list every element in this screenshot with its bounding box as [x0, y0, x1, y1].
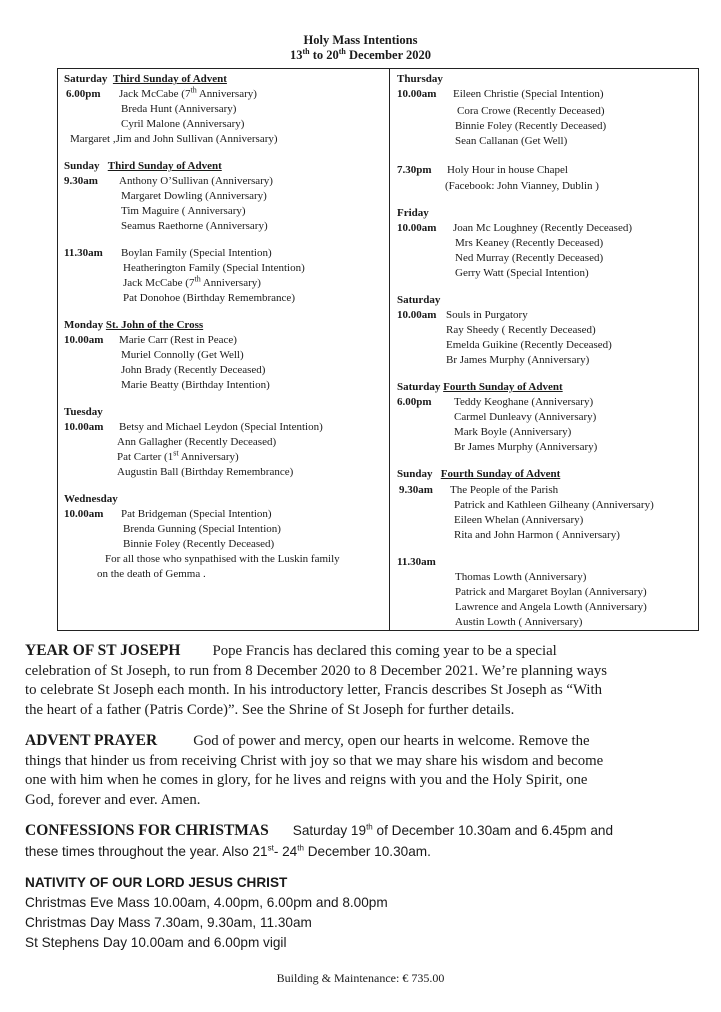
nativity-line: Christmas Eve Mass 10.00am, 4.00pm, 6.00pm and 8.00pm	[25, 895, 388, 910]
mass-time: 10.00am	[64, 334, 104, 346]
intention: Patrick and Margaret Boylan (Anniversary)	[455, 586, 647, 598]
intention: Augustin Ball (Birthday Remembrance)	[117, 466, 294, 478]
intention: Joan Mc Loughney (Recently Deceased)	[453, 222, 632, 234]
day-heading: Saturday Third Sunday of Advent	[64, 73, 227, 85]
intention: Sean Callanan (Get Well)	[455, 135, 568, 147]
mass-time: 10.00am	[64, 421, 104, 433]
intention: Heatherington Family (Special Intention)	[123, 262, 305, 274]
intention: Pat Donohoe (Birthday Remembrance)	[123, 292, 295, 304]
year-of-st-joseph-section	[25, 641, 697, 720]
day-heading: Friday	[397, 207, 429, 219]
mass-time: 11.30am	[397, 556, 436, 568]
st-joseph-line: YEAR OF ST JOSEPH Pope Francis has declared this coming year to be a special	[25, 642, 557, 659]
intention: Anthony O’Sullivan (Anniversary)	[119, 175, 273, 187]
advent-prayer-line: one with him when he comes in glory, for he lives and reigns with you and the Holy Spirit, one	[25, 772, 588, 788]
intention: Eileen Whelan (Anniversary)	[454, 514, 584, 526]
intention: Boylan Family (Special Intention)	[121, 247, 272, 259]
page-title: Holy Mass Intentions	[303, 33, 418, 47]
advent-prayer-line: things that hinder us from receiving Christ with joy so that we may share his wisdom and become	[25, 752, 604, 769]
intention: Austin Lowth ( Anniversary)	[455, 616, 583, 628]
intention: Gerry Watt (Special Intention)	[455, 267, 589, 279]
day-heading: Saturday	[397, 294, 441, 306]
intention: Binnie Foley (Recently Deceased)	[455, 120, 607, 132]
intention: For all those who synpathised with the Luskin family	[105, 553, 340, 565]
intention: Breda Hunt (Anniversary)	[121, 103, 237, 115]
confessions-line: CONFESSIONS FOR CHRISTMAS Saturday 19th of December 10.30am and 6.45pm and	[25, 822, 614, 839]
intention: Mrs Keaney (Recently Deceased)	[455, 237, 604, 249]
nativity-line: St Stephens Day 10.00am and 6.00pm vigil	[25, 935, 287, 950]
day-heading: Saturday Fourth Sunday of Advent	[397, 381, 563, 393]
event-time: 7.30pm	[397, 164, 432, 176]
intention: Eileen Christie (Special Intention)	[453, 88, 604, 100]
day-heading: Monday St. John of the Cross	[64, 319, 204, 331]
intention: Betsy and Michael Leydon (Special Intention)	[119, 421, 323, 433]
section-heading: YEAR OF ST JOSEPH	[25, 642, 181, 659]
mass-time: 10.00am	[397, 88, 437, 100]
section-heading: NATIVITY OF OUR LORD JESUS CHRIST	[25, 875, 288, 890]
st-joseph-line: to celebrate St Joseph each month. In his introductory letter, Francis describes St Joseph as “With	[25, 682, 602, 698]
advent-prayer-line: God, forever and ever. Amen.	[25, 791, 201, 808]
intention: Mark Boyle (Anniversary)	[454, 426, 572, 438]
intention: Rita and John Harmon ( Anniversary)	[454, 529, 620, 541]
intention: Carmel Dunleavy (Anniversary)	[454, 411, 597, 423]
day-heading: Sunday Third Sunday of Advent	[64, 160, 222, 172]
intention: Binnie Foley (Recently Deceased)	[123, 538, 275, 550]
mass-time: 10.00am	[397, 309, 437, 321]
event-text: (Facebook: John Vianney, Dublin )	[445, 180, 599, 192]
intention: Margaret Dowling (Anniversary)	[121, 190, 267, 202]
intention: Muriel Connolly (Get Well)	[121, 349, 244, 361]
mass-time: 10.00am	[64, 508, 104, 520]
confessions-line: these times throughout the year. Also 21st- 24th December 10.30am.	[25, 842, 431, 859]
intention: Marie Beatty (Birthday Intention)	[121, 379, 270, 391]
mass-time: 6.00pm	[66, 88, 101, 100]
intention: Seamus Raethorne (Anniversary)	[121, 220, 268, 232]
st-joseph-line: the heart of a father (Patris Corde)”. See the Shrine of St Joseph for further details.	[25, 701, 515, 718]
date-range: 13th to 20th December 2020	[289, 46, 432, 62]
day-heading: Sunday Fourth Sunday of Advent	[397, 468, 561, 480]
intention: Br James Murphy (Anniversary)	[454, 441, 598, 453]
intention: Thomas Lowth (Anniversary)	[455, 571, 587, 583]
mass-time: 9.30am	[64, 175, 98, 187]
intention: Pat Carter (1st Anniversary)	[117, 448, 239, 463]
section-heading: ADVENT PRAYER	[25, 732, 158, 749]
intention: Ned Murray (Recently Deceased)	[455, 252, 604, 264]
advent-prayer-line: ADVENT PRAYER God of power and mercy, open our hearts in welcome. Remove the	[25, 732, 590, 749]
building-maintenance-total: Building & Maintenance: € 735.00	[276, 971, 445, 985]
day-heading: Wednesday	[64, 493, 118, 505]
intention: The People of the Parish	[450, 484, 559, 496]
section-heading: CONFESSIONS FOR CHRISTMAS	[25, 822, 269, 839]
event-text: Holy Hour in house Chapel	[447, 164, 568, 176]
confessions-section	[25, 821, 697, 861]
intention: on the death of Gemma .	[97, 568, 206, 580]
nativity-line: Christmas Day Mass 7.30am, 9.30am, 11.30am	[25, 915, 312, 930]
intention: Cyril Malone (Anniversary)	[121, 118, 245, 130]
intention: Tim Maguire ( Anniversary)	[121, 205, 246, 217]
mass-time: 9.30am	[399, 484, 433, 496]
st-joseph-line: celebration of St Joseph, to run from 8 December 2020 to 8 December 2021. We’re planning ways	[25, 662, 608, 679]
intention: Lawrence and Angela Lowth (Anniversary)	[455, 601, 647, 613]
intention: Ann Gallagher (Recently Deceased)	[117, 436, 277, 448]
mass-time: 10.00am	[397, 222, 437, 234]
intention: Jack McCabe (7th Anniversary)	[119, 85, 257, 100]
intention: Marie Carr (Rest in Peace)	[119, 334, 237, 346]
intention: Souls in Purgatory	[446, 309, 528, 321]
column-divider	[389, 68, 390, 631]
intention: Jack McCabe (7th Anniversary)	[123, 274, 261, 289]
mass-time: 11.30am	[64, 247, 103, 259]
intention: Cora Crowe (Recently Deceased)	[457, 105, 605, 117]
intention: Ray Sheedy ( Recently Deceased)	[446, 324, 596, 336]
day-heading: Thursday	[397, 73, 443, 85]
intention: Patrick and Kathleen Gilheany (Anniversary)	[454, 499, 654, 511]
advent-prayer-section	[25, 731, 697, 810]
intention: Teddy Keoghane (Anniversary)	[454, 396, 594, 408]
intention: Brenda Gunning (Special Intention)	[123, 523, 281, 535]
intention: Pat Bridgeman (Special Intention)	[121, 508, 272, 520]
mass-time: 6.00pm	[397, 396, 432, 408]
intention: Br James Murphy (Anniversary)	[446, 354, 590, 366]
day-heading: Tuesday	[64, 406, 103, 418]
intention: Emelda Guikine (Recently Deceased)	[446, 339, 612, 351]
intention: Margaret ,Jim and John Sullivan (Anniversary)	[70, 133, 278, 145]
intention: John Brady (Recently Deceased)	[121, 364, 266, 376]
